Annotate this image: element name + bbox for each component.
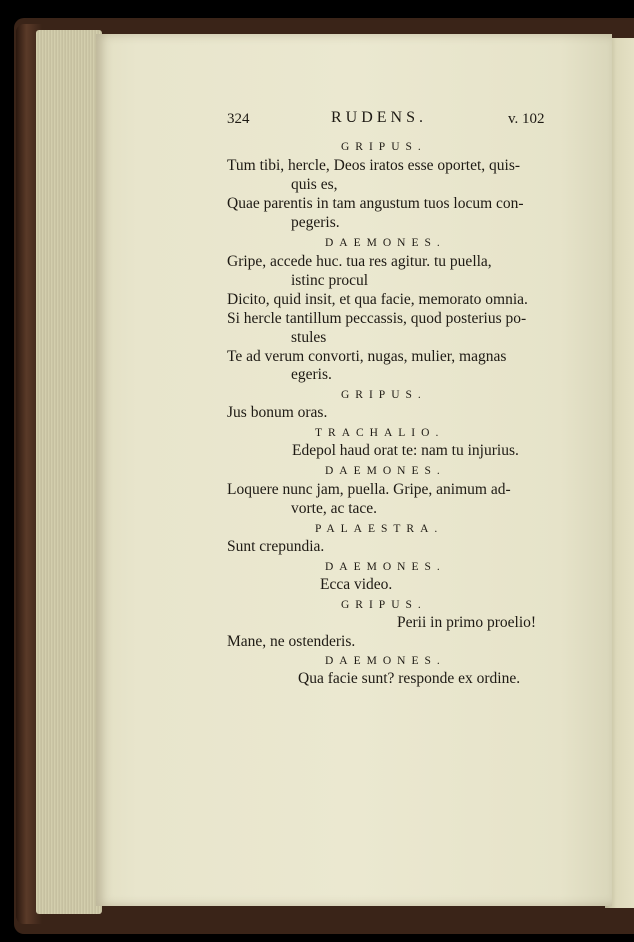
verse-continuation: istinc procul: [291, 272, 369, 289]
verse-line: Te ad verum convorti, nugas, mulier, magnas: [227, 348, 507, 365]
speaker-heading: TRACHALIO.: [315, 427, 445, 439]
speaker-heading: GRIPUS.: [341, 141, 427, 153]
verse-line: Mane, ne ostenderis.: [227, 633, 356, 650]
speaker-heading: PALAESTRA.: [315, 523, 444, 535]
verse-line: Ecca video.: [320, 576, 393, 593]
speaker-heading: DAEMONES.: [325, 561, 446, 573]
verse-line: Sunt crepundia.: [227, 538, 325, 555]
verse-continuation: stules: [291, 329, 327, 346]
verse-line: Quae parentis in tam angustum tuos locum con-: [227, 195, 524, 212]
verse-continuation: quis es,: [291, 176, 338, 193]
verse-line: Qua facie sunt? responde ex ordine.: [298, 670, 521, 687]
speaker-heading: DAEMONES.: [325, 237, 446, 249]
verse-continuation: egeris.: [291, 366, 332, 383]
page-number: 324: [227, 111, 250, 127]
verse-line: Dicito, quid insit, et qua facie, memorato omnia.: [227, 291, 528, 308]
verse-line: Gripe, accede huc. tua res agitur. tu puella,: [227, 253, 492, 270]
verse-continuation: pegeris.: [291, 214, 340, 231]
verse-line: Si hercle tantillum peccassis, quod posterius po-: [227, 310, 527, 327]
verse-line: Perii in primo proelio!: [397, 614, 537, 631]
speaker-heading: DAEMONES.: [325, 655, 446, 667]
page-stack: [36, 30, 102, 914]
verse-line: Jus bonum oras.: [227, 404, 328, 421]
speaker-heading: GRIPUS.: [341, 599, 427, 611]
verse-line: Loquere nunc jam, puella. Gripe, animum ad-: [227, 481, 511, 498]
speaker-heading: DAEMONES.: [325, 465, 446, 477]
speaker-heading: GRIPUS.: [341, 389, 427, 401]
running-title: RUDENS.: [331, 109, 428, 126]
verse-marker: v. 102: [508, 111, 545, 127]
verse-line: Edepol haud orat te: nam tu injurius.: [292, 442, 519, 459]
verse-continuation: vorte, ac tace.: [291, 500, 378, 517]
verse-line: Tum tibi, hercle, Deos iratos esse oportet, quis-: [227, 157, 521, 174]
